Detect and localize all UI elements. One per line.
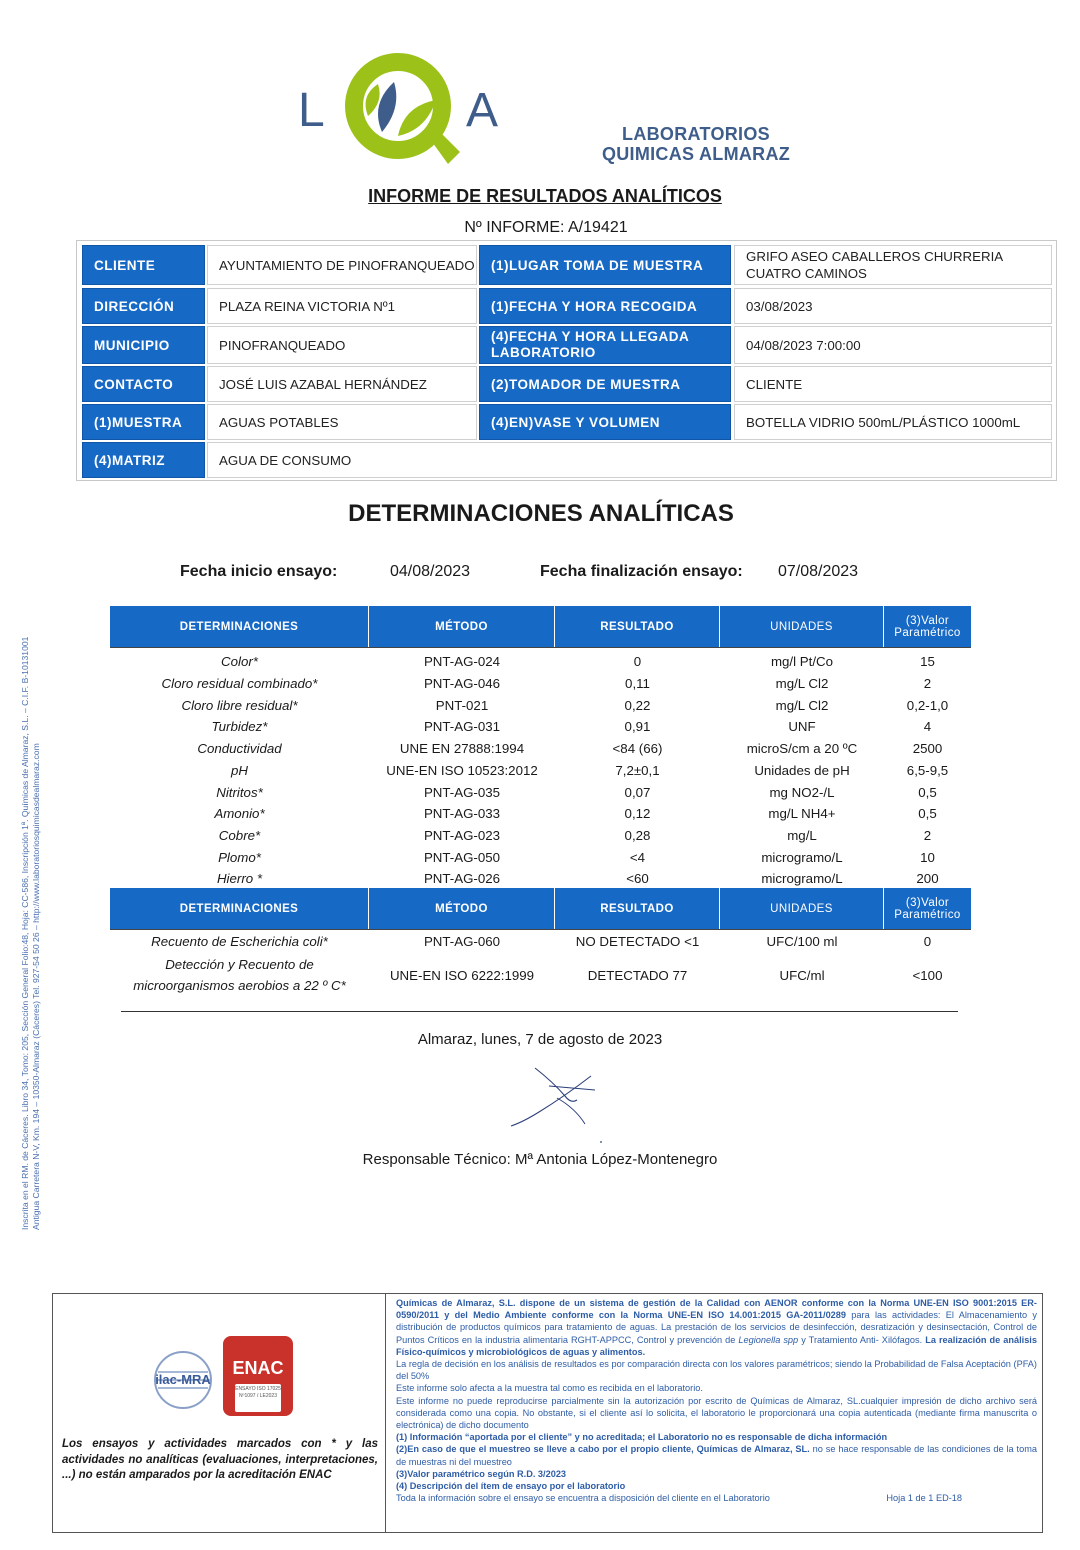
cell-valor: 0,5 [918,784,937,800]
note-2: (2)En caso de que el muestreo se lleve a cabo por el propio cliente, Químicas de Almaraz, SL. no se hace responsable de las condiciones de la toma de muestras ni del muestreo [396,1444,1037,1467]
cell-determinacion: Cloro residual combinado* [161,676,318,692]
value-contacto: JOSÉ LUIS AZABAL HERNÁNDEZ [207,366,477,402]
header-rule [110,647,971,648]
cell-resultado: 0,28 [624,827,651,843]
table-row [110,868,971,890]
lqa-logo-icon [290,44,590,184]
enac-logo-icon [223,1336,293,1416]
table-row [110,694,971,716]
value-municipio: PINOFRANQUEADO [207,326,477,364]
table-row [110,825,971,847]
cell-metodo: UNE-EN ISO 10523:2012 [386,762,538,778]
registry-line-2: Antigua Carretera N-V, Km. 194 – 10350-Almaraz (Cáceres) Tel. 927-54 50 26 – http://www.laboratoriosquimicasdealmaraz.com [31,743,41,1230]
header-determinaciones: DETERMINACIONES [110,888,369,929]
cell-unidades: mg/L Cl2 [775,697,829,713]
cell-valor: 0,2-1,0 [906,697,949,713]
cell-metodo: PNT-021 [435,697,489,713]
footer-box [52,1293,1043,1533]
cell-metodo: PNT-AG-046 [423,676,501,692]
cell-unidades: UNF [788,719,816,735]
micro-results-header [110,888,971,929]
cell-metodo: PNT-AG-026 [423,871,501,887]
label-cliente: CLIENTE [82,245,205,285]
value-cliente: AYUNTAMIENTO DE PINOFRANQUEADO [207,245,477,285]
value-matriz: AGUA DE CONSUMO [207,442,1052,478]
cell-valor: 2 [923,827,932,843]
cell-metodo: UNE-EN ISO 6222:1999 [389,967,535,983]
results-header [110,606,971,647]
enac-label: ENAC [232,1358,284,1378]
header-valor: (3)Valor Paramétrico [894,614,961,639]
end-date-label: Fecha finalización ensayo: [540,563,743,580]
cell-determinacion-line2: microorganismos aerobios a 22 º C* [133,978,346,993]
cell-unidades: mg NO2-/L [769,784,835,800]
label-muestra: (1)MUESTRA [82,404,205,440]
cell-resultado: 0,12 [624,806,651,822]
page-number: Hoja 1 de 1 ED-18 [886,1493,962,1504]
cell-unidades: microgramo/L [761,849,843,865]
cell-unidades: UFC/100 ml [766,934,838,950]
table-row [110,846,971,868]
info-availability: Toda la información sobre el ensayo se encuentra a disposición del cliente en el Laboratorio [396,1493,770,1504]
accreditation-note: Los ensayos y actividades marcados con * y las actividades no analíticas (evaluaciones, interpretaciones, ...) no están amparados por la acreditación ENAC [62,1438,378,1481]
end-date-value: 07/08/2023 [778,563,859,580]
decision-rule: La regla de decisión en los análisis de resultados es por comparación directa con los valores paramétricos; siendo la Probabilidad de Falsa Aceptación (PFA) del 50% [396,1359,1037,1382]
table-row [110,931,971,953]
cell-metodo: PNT-AG-033 [423,806,501,822]
divider [121,1011,958,1012]
logo-letter-l: L [298,84,325,137]
cell-resultado: 0,07 [624,784,651,800]
table-row [110,760,971,782]
value-lugar-toma: GRIFO ASEO CABALLEROS CHURRERIA CUATRO CAMINOS [734,245,1052,285]
cell-unidades: mg/L Cl2 [775,676,829,692]
quality-paragraph: Químicas de Almaraz, S.L. dispone de un sistema de gestión de la Calidad con AENOR conforme con la Norma UNE-EN ISO 9001:2015 ER-0590/2011 y del Medio Ambiente conforme con la Norma UNE-EN ISO 14.001:2015 GA-2011/0289 para las actividades: El Almacenamiento y distribución de productos químicos para tratamiento de aguas. La prestación de los servicios de desinfección, desratización y desinsectación, Control de Puntos Críticos en la industria alimentaria RGHT-APPCC, Control y prevención de Legionella spp y Tratamiento Anti- Xilófagos. La realización de análisis Físico-químicos y microbiológicos de aguas y alimentos. [396,1298,1037,1357]
note-1: (1) Información “aportada por el cliente” y no acreditada; el Laboratorio no es responsable de dicha información [396,1432,888,1443]
cell-resultado: DETECTADO 77 [587,967,688,983]
cell-determinacion-line1: Detección y Recuento de [165,957,314,972]
label-envase: (4)EN)VASE Y VOLUMEN [479,404,731,440]
cell-valor: 0 [923,934,932,950]
value-fecha-recogida: 03/08/2023 [734,288,1052,324]
cell-valor: 0,5 [918,806,937,822]
table-row [110,738,971,760]
enac-sub-label: ENSAYO ISO 17025 Nº1097 / LE2023 [235,1384,281,1412]
header-metodo: MÉTODO [369,888,555,929]
cell-resultado: 0,11 [625,676,650,692]
company-logo [290,44,810,184]
cell-resultado: NO DETECTADO <1 [575,934,700,950]
cell-metodo: PNT-AG-031 [423,719,501,735]
cell-metodo: PNT-AG-035 [423,784,501,800]
company-name-line1: LABORATORIOS [622,124,770,144]
header-unidades: UNIDADES [720,606,884,647]
table-row [110,953,971,997]
value-tomador: CLIENTE [734,366,1052,402]
cell-unidades: UFC/ml [779,967,825,983]
report-number: Nº INFORME: A/19421 [464,219,628,236]
label-lugar-toma: (1)LUGAR TOMA DE MUESTRA [479,245,731,285]
header-valor: (3)Valor Paramétrico [894,896,961,921]
svg-text:ilac-MRA: ilac-MRA [155,1372,211,1387]
cell-metodo: PNT-AG-060 [423,934,501,950]
cell-unidades: microS/cm a 20 ºC [746,741,858,757]
cell-valor: 200 [916,871,939,887]
label-fecha-llegada: (4)FECHA Y HORA LLEGADA LABORATORIO [479,326,731,364]
table-row [110,651,971,673]
cell-determinacion: Cloro libre residual* [181,697,298,713]
cell-resultado: 0,91 [624,719,651,735]
cell-determinacion: Amonio* [214,806,265,822]
sample-scope: Este informe solo afecta a la muestra tal como es recibida en el laboratorio. [396,1383,703,1394]
cell-unidades: mg/L NH4+ [768,806,836,822]
cell-valor: 6,5-9,5 [906,762,949,778]
note-4: (4) Descripción del ítem de ensayo por el laboratorio [396,1481,626,1492]
cell-unidades: mg/l Pt/Co [770,654,834,670]
value-direccion: PLAZA REINA VICTORIA Nº1 [207,288,477,324]
registry-line-1: Inscrita en el RM. de Cáceres. Libro 34, Tomo: 205, Sección General Folio:48, Hoja: CC-586, Inscripción 1ª. Químicas de Almaraz, S.L. – C.I.F. B-10131001 [20,636,30,1230]
cell-unidades: microgramo/L [761,871,843,887]
signature-icon [505,1060,615,1150]
value-muestra: AGUAS POTABLES [207,404,477,440]
micro-header-rule [110,929,971,930]
cell-resultado: <84 (66) [612,741,663,757]
registry-side-text [20,470,42,1230]
header-unidades: UNIDADES [720,888,884,929]
cell-valor: 2500 [912,741,943,757]
cell-unidades: Unidades de pH [754,762,850,778]
ilac-mra-logo-icon [148,1350,218,1410]
value-fecha-llegada: 04/08/2023 7:00:00 [734,326,1052,364]
cell-valor: 15 [920,654,935,670]
client-info-table [76,240,1057,481]
cell-resultado: 0,22 [624,697,651,713]
note-3: (3)Valor paramétrico según R.D. 3/2023 [396,1468,567,1479]
cell-resultado: 7,2±0,1 [615,762,660,778]
cell-valor: 10 [920,849,935,865]
cell-resultado: <4 [629,849,646,865]
table-row [110,803,971,825]
cell-determinacion: Nitritos* [216,784,263,800]
reproduction-note: Este informe no puede reproducirse parcialmente sin la autorización por escrito de Químicas de Almaraz, SL.cualquier impresión de dicho archivo será considerada como una copia. No obstante, si el cliente así lo solicita, el laboratorio le proporcionará una copia autenticada (mediante firma manuscrita o electrónica) de dicho documento [396,1395,1037,1431]
cell-determinacion: Recuento de Escherichia coli* [151,934,328,950]
cell-metodo: PNT-AG-024 [423,654,501,670]
company-name [596,124,796,164]
footer-legal-text [396,1297,1037,1504]
label-matriz: (4)MATRIZ [82,442,205,478]
cell-determinacion: Turbidez* [211,719,268,735]
cell-determinacion [110,953,369,997]
cell-resultado: <60 [626,871,649,887]
start-date-value: 04/08/2023 [390,563,471,580]
cell-valor: 4 [923,719,932,735]
cell-determinacion: pH [231,762,248,778]
cell-metodo: PNT-AG-050 [423,849,501,865]
place-date: Almaraz, lunes, 7 de agosto de 2023 [417,1031,663,1048]
table-row [110,716,971,738]
footer-accreditation [53,1294,386,1532]
logo-letter-a: A [466,84,499,137]
label-fecha-recogida: (1)FECHA Y HORA RECOGIDA [479,288,731,324]
cell-metodo: PNT-AG-023 [423,827,501,843]
value-envase: BOTELLA VIDRIO 500mL/PLÁSTICO 1000mL [734,404,1052,440]
table-row [110,673,971,695]
start-date-label: Fecha inicio ensayo: [180,563,338,580]
label-municipio: MUNICIPIO [82,326,205,364]
cell-unidades: mg/L [787,827,817,843]
technical-responsible: Responsable Técnico: Mª Antonia López-Montenegro [362,1151,718,1168]
cell-valor: 2 [923,676,932,692]
company-name-line2: QUIMICAS ALMARAZ [601,144,791,164]
label-contacto: CONTACTO [82,366,205,402]
label-direccion: DIRECCIÓN [82,288,205,324]
cell-determinacion: Cobre* [218,827,261,843]
header-resultado: RESULTADO [555,888,720,929]
table-row [110,781,971,803]
cell-metodo: UNE EN 27888:1994 [399,741,525,757]
section-title: DETERMINACIONES ANALÍTICAS [348,500,734,527]
report-title: INFORME DE RESULTADOS ANALÍTICOS [368,186,722,206]
header-metodo: MÉTODO [369,606,555,647]
label-tomador: (2)TOMADOR DE MUESTRA [479,366,731,402]
cell-resultado: 0 [633,654,642,670]
header-resultado: RESULTADO [555,606,720,647]
header-determinaciones: DETERMINACIONES [110,606,369,647]
cell-valor: <100 [912,967,943,983]
cell-determinacion: Color* [221,654,258,670]
cell-determinacion: Plomo* [218,849,261,865]
cell-determinacion: Conductividad [197,741,282,757]
cell-determinacion: Hierro * [216,871,263,887]
footer-last-line [396,1492,1037,1504]
